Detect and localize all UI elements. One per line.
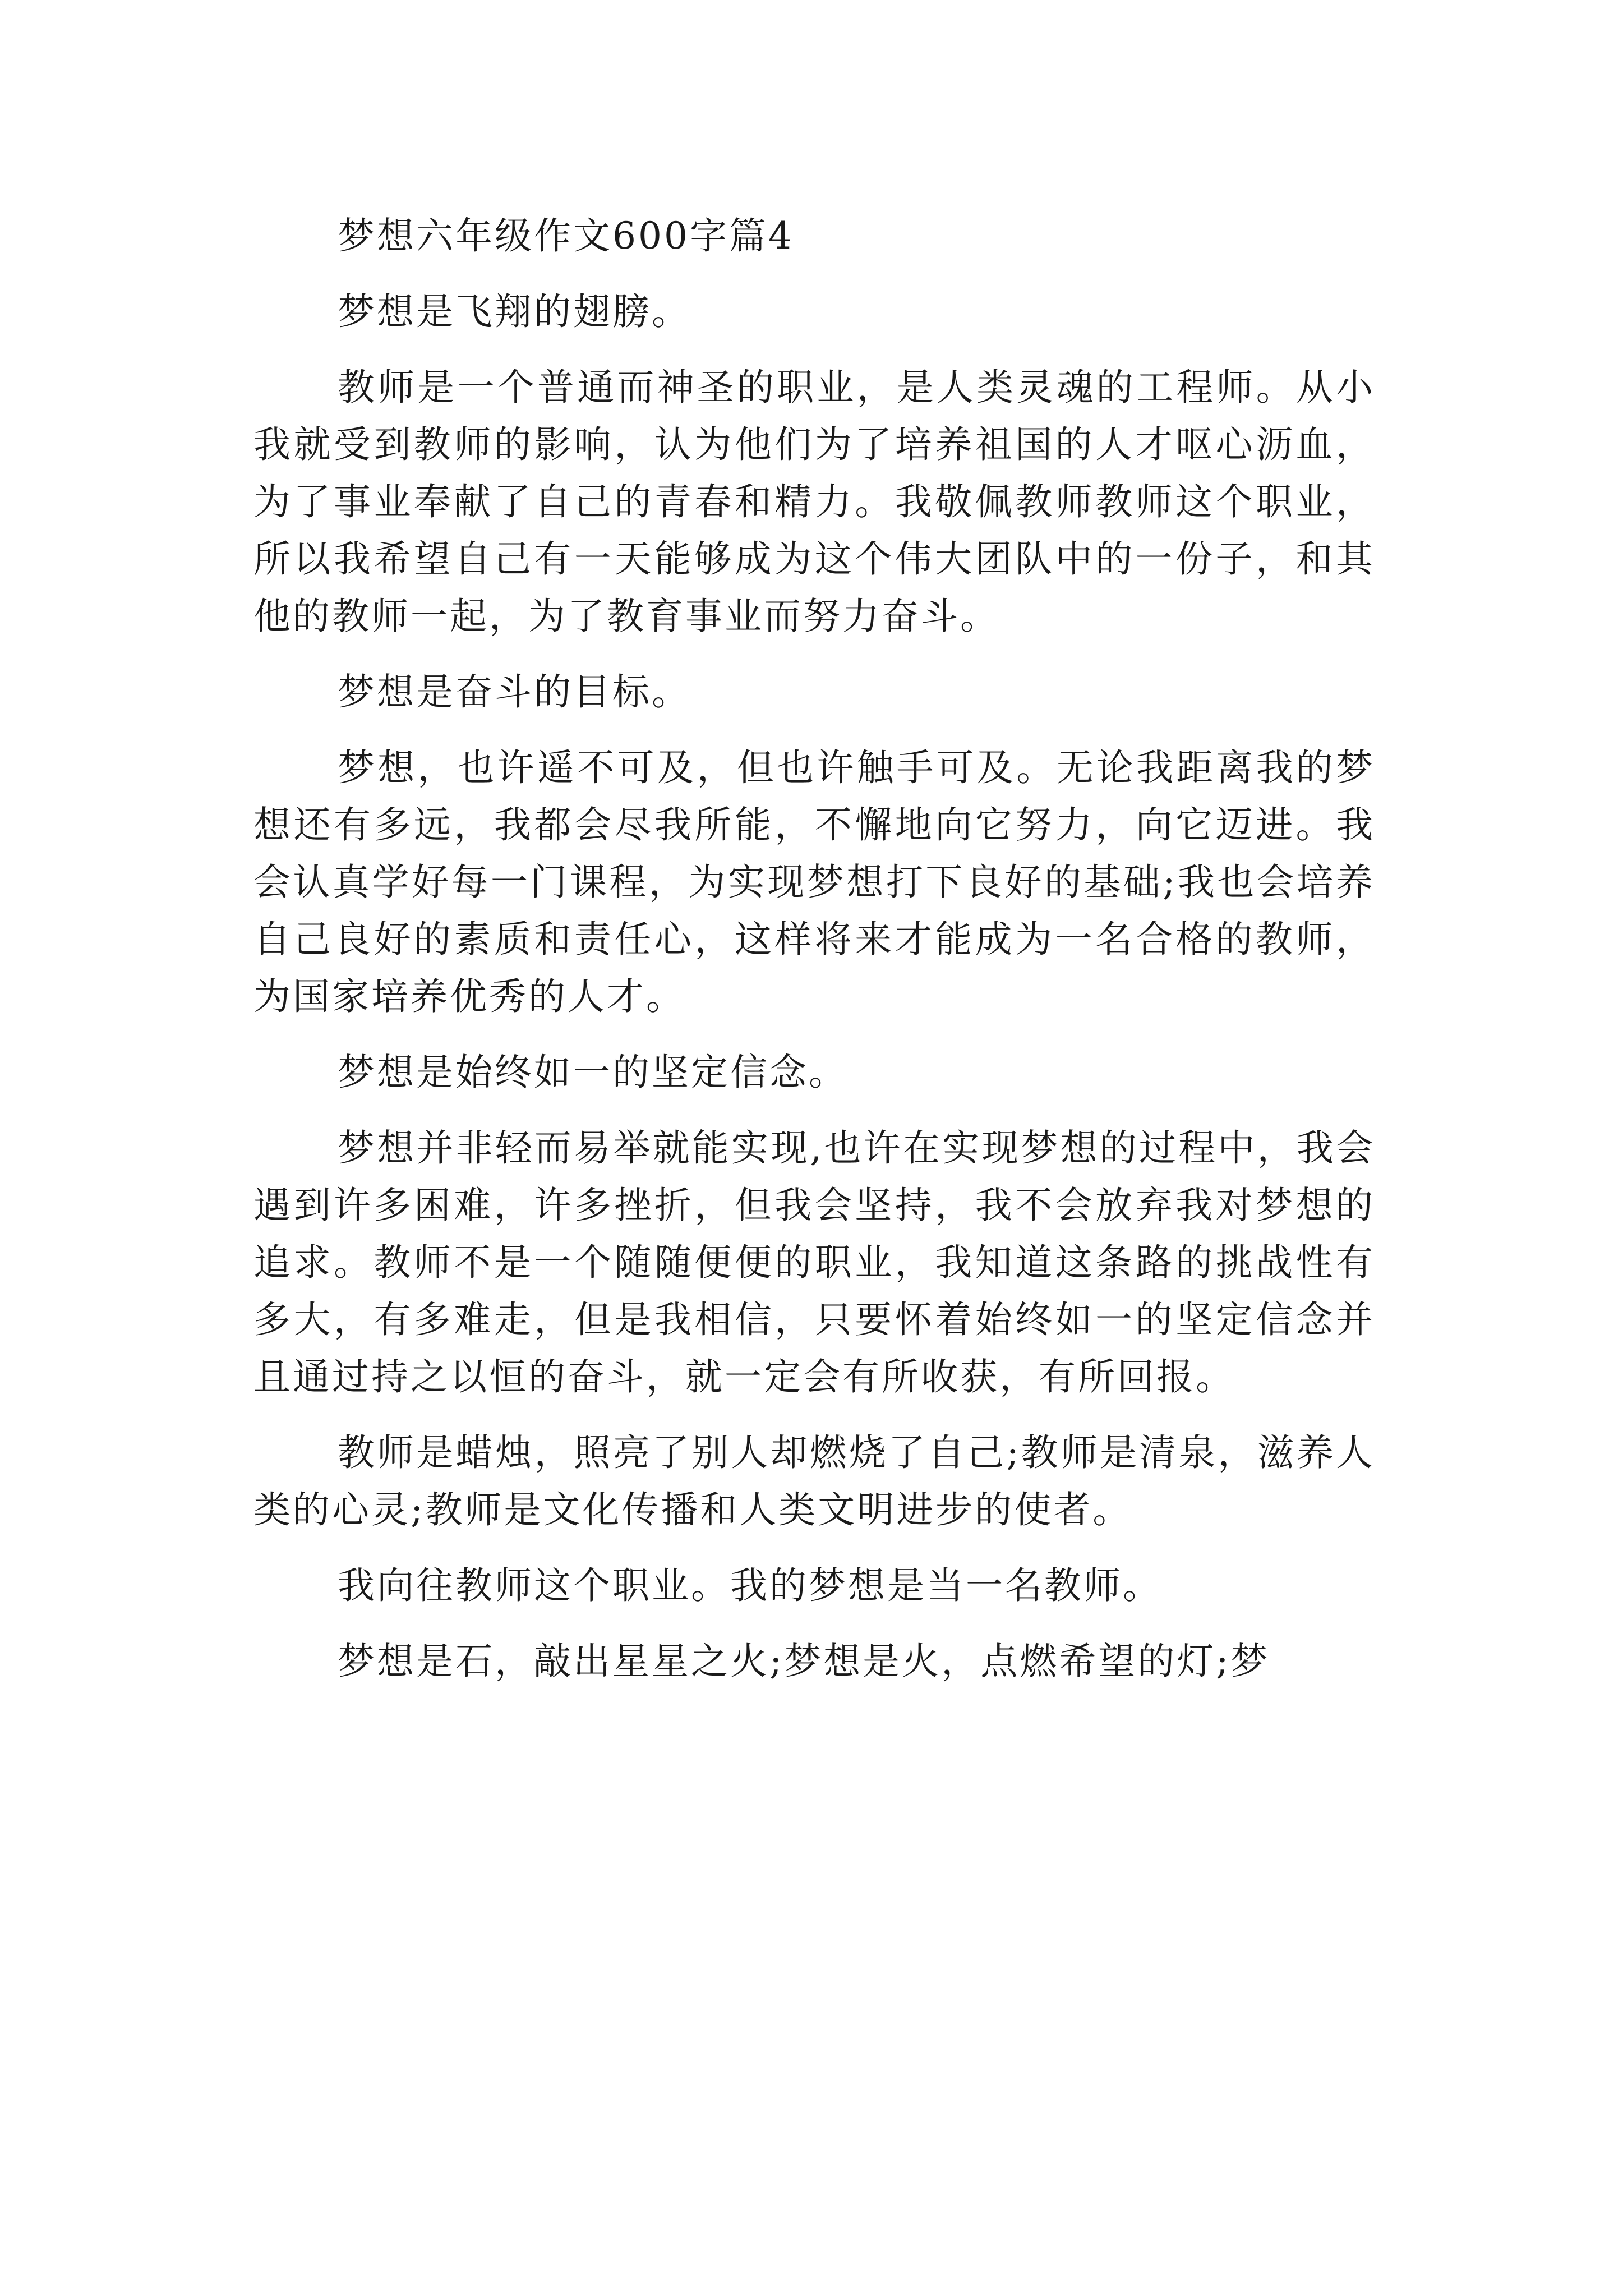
paragraph-heading-belief: 梦想是始终如一的坚定信念。 [338, 1051, 848, 1094]
paragraph-heading-goal: 梦想是奋斗的目标。 [338, 670, 691, 714]
essay-title: 梦想六年级作文600字篇4 [338, 214, 794, 257]
paragraph-teacher-metaphor: 教师是蜡烛，照亮了别人却燃烧了自己;教师是清泉，滋养人类的心灵;教师是文化传播和人类文明进步的使者。 [253, 1431, 1375, 1531]
paragraph-aspiration: 我向往教师这个职业。我的梦想是当一名教师。 [338, 1564, 1162, 1607]
paragraph-dream-metaphor: 梦想是石，敲出星星之火;梦想是火，点燃希望的灯;梦 [338, 1640, 1270, 1683]
paragraph-dream-effort: 梦想，也许遥不可及，但也许触手可及。无论我距离我的梦想还有多远，我都会尽我所能，不懈地向它努力，向它迈进。我会认真学好每一门课程，为实现梦想打下良好的基础;我也会培养自己良好的素质和责任心，这样将来才能成为一名合格的教师，为国家培养优秀的人才。 [253, 746, 1375, 1018]
paragraph-heading-wings: 梦想是飞翔的翅膀。 [338, 290, 691, 333]
paragraph-perseverance: 梦想并非轻而易举就能实现,也许在实现梦想的过程中，我会遇到许多困难，许多挫折，但我会坚持，我不会放弃我对梦想的追求。教师不是一个随随便便的职业，我知道这条路的挑战性有多大，有多难走，但是我相信，只要怀着始终如一的坚定信念并且通过持之以恒的奋斗，就一定会有所收获，有所回报。 [253, 1126, 1375, 1398]
document-body [253, 208, 1375, 1709]
paragraph-teacher-profession: 教师是一个普通而神圣的职业，是人类灵魂的工程师。从小我就受到教师的影响，认为他们为了培养祖国的人才呕心沥血，为了事业奉献了自己的青春和精力。我敬佩教师教师这个职业，所以我希望自己有一天能够成为这个伟大团队中的一份子，和其他的教师一起，为了教育事业而努力奋斗。 [253, 366, 1375, 638]
